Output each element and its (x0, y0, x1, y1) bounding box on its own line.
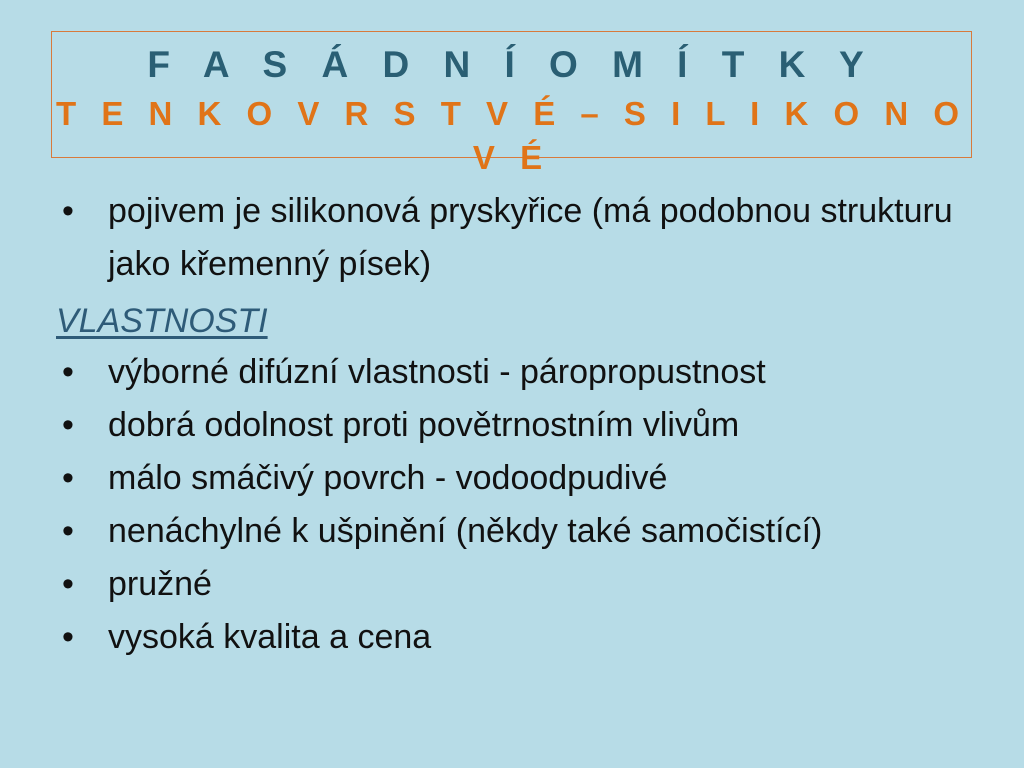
list-item-text: pružné (108, 565, 212, 603)
list-item-text: pojivem je silikonová pryskyřice (má podobnou strukturu jako křemenný písek) (108, 192, 953, 283)
list-item-text: dobrá odolnost proti povětrnostním vlivům (108, 406, 740, 444)
bullet-icon: • (62, 565, 74, 603)
list-item (56, 558, 996, 611)
list-item (56, 505, 996, 558)
list-item (56, 185, 996, 291)
list-item-text: vysoká kvalita a cena (108, 618, 432, 656)
list-item-text: málo smáčivý povrch - vodoodpudivé (108, 459, 668, 497)
bullet-icon: • (62, 459, 74, 497)
slide-subtitle: T E N K O V R S T V É – S I L I K O N O V É (56, 95, 967, 176)
list-item (56, 452, 996, 505)
title-box (51, 31, 972, 176)
slide-content (56, 185, 996, 664)
bullet-icon: • (62, 192, 74, 230)
list-item (56, 399, 996, 452)
section-heading-vlastnosti: VLASTNOSTI (56, 302, 268, 340)
bullet-icon: • (62, 353, 74, 391)
list-item (56, 611, 996, 664)
list-item-text: výborné difúzní vlastnosti - páropropustnost (108, 353, 766, 391)
list-item (56, 346, 996, 399)
list-item-text: nenáchylné k ušpinění (někdy také samočistící) (108, 512, 823, 550)
bullet-icon: • (62, 618, 74, 656)
slide-title: F A S Á D N Í O M Í T K Y (147, 44, 876, 85)
bullet-icon: • (62, 406, 74, 444)
bullet-icon: • (62, 512, 74, 550)
